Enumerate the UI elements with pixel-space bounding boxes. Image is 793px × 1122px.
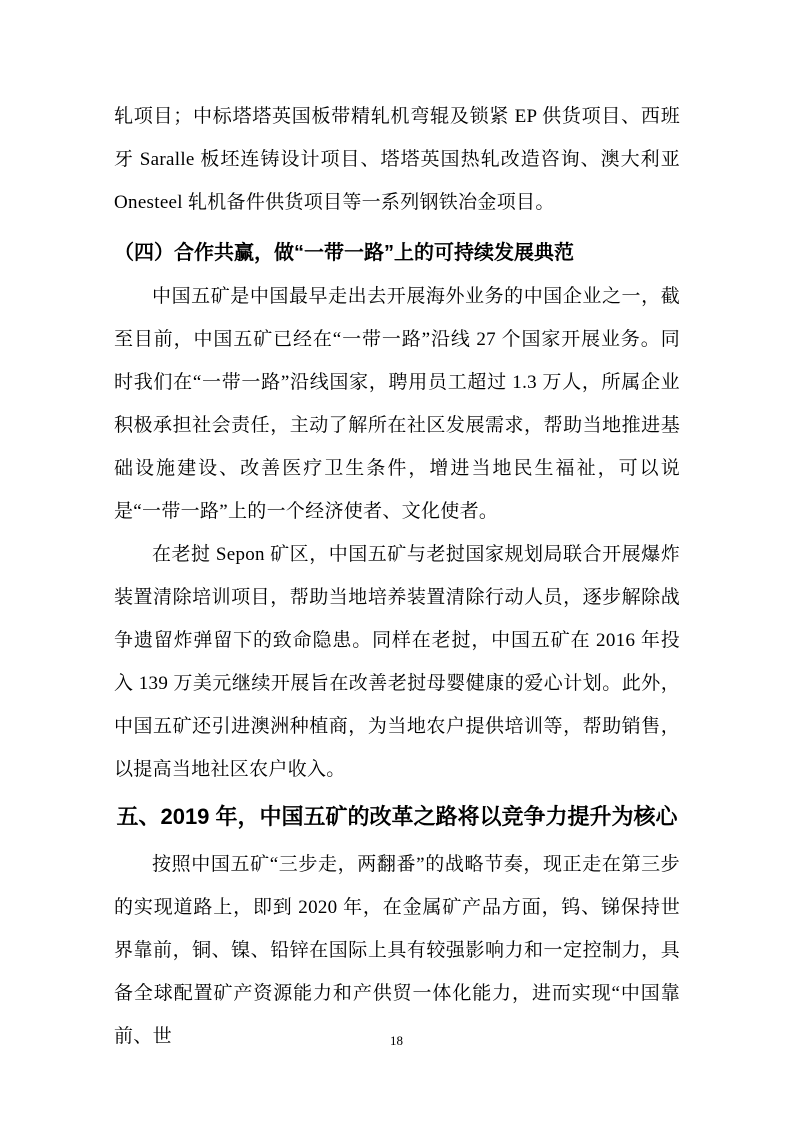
heading-section-4-cooperation: （四）合作共赢，做“一带一路”上的可持续发展典范 <box>114 242 574 264</box>
paragraph-steel-projects-continuation: 轧项目；中标塔塔英国板带精轧机弯辊及锁紧 EP 供货项目、西班牙 Saralle 板坯连铸设计项目、塔塔英国热轧改造咨询、澳大利亚 Onesteel 轧机备件供货项目等一系列钢铁冶金项目。 <box>114 106 680 213</box>
heading-section-5-reform-2019: 五、2019 年，中国五矿的改革之路将以竞争力提升为核心 <box>116 804 678 829</box>
paragraph-laos-sepon: 在老挝 Sepon 矿区，中国五矿与老挝国家规划局联合开展爆炸装置清除培训项目，帮助当地培养装置清除行动人员，逐步解除战争遗留炸弹留下的致命隐患。同样在老挝，中国五矿在 2016 年投入 139 万美元继续开展旨在改善老挝母婴健康的爱心计划。此外，中国五矿还引进澳洲种植商，为当地农户提供培训等，帮助销售，以提高当地社区农户收入。 <box>114 544 680 780</box>
paragraph-belt-and-road: 中国五矿是中国最早走出去开展海外业务的中国企业之一，截至目前，中国五矿已经在“一带一路”沿线 27 个国家开展业务。同时我们在“一带一路”沿线国家，聘用员工超过 1.3 万人，所属企业积极承担社会责任，主动了解所在社区发展需求，帮助当地推进基础设施建设、改善医疗卫生条件，增进当地民生福祉，可以说是“一带一路”上的一个经济使者、文化使者。 <box>114 286 680 522</box>
page-content <box>114 95 680 1058</box>
paragraph-strategy-three-steps: 按照中国五矿“三步走，两翻番”的战略节奏，现正走在第三步的实现道路上，即到 2020 年，在金属矿产品方面，钨、锑保持世界靠前，铜、镍、铅锌在国际上具有较强影响力和一定控制力，具备全球配置矿产资源能力和产供贸一体化能力，进而实现“中国靠前、世 <box>114 854 680 1047</box>
page-number: 18 <box>390 1033 403 1048</box>
